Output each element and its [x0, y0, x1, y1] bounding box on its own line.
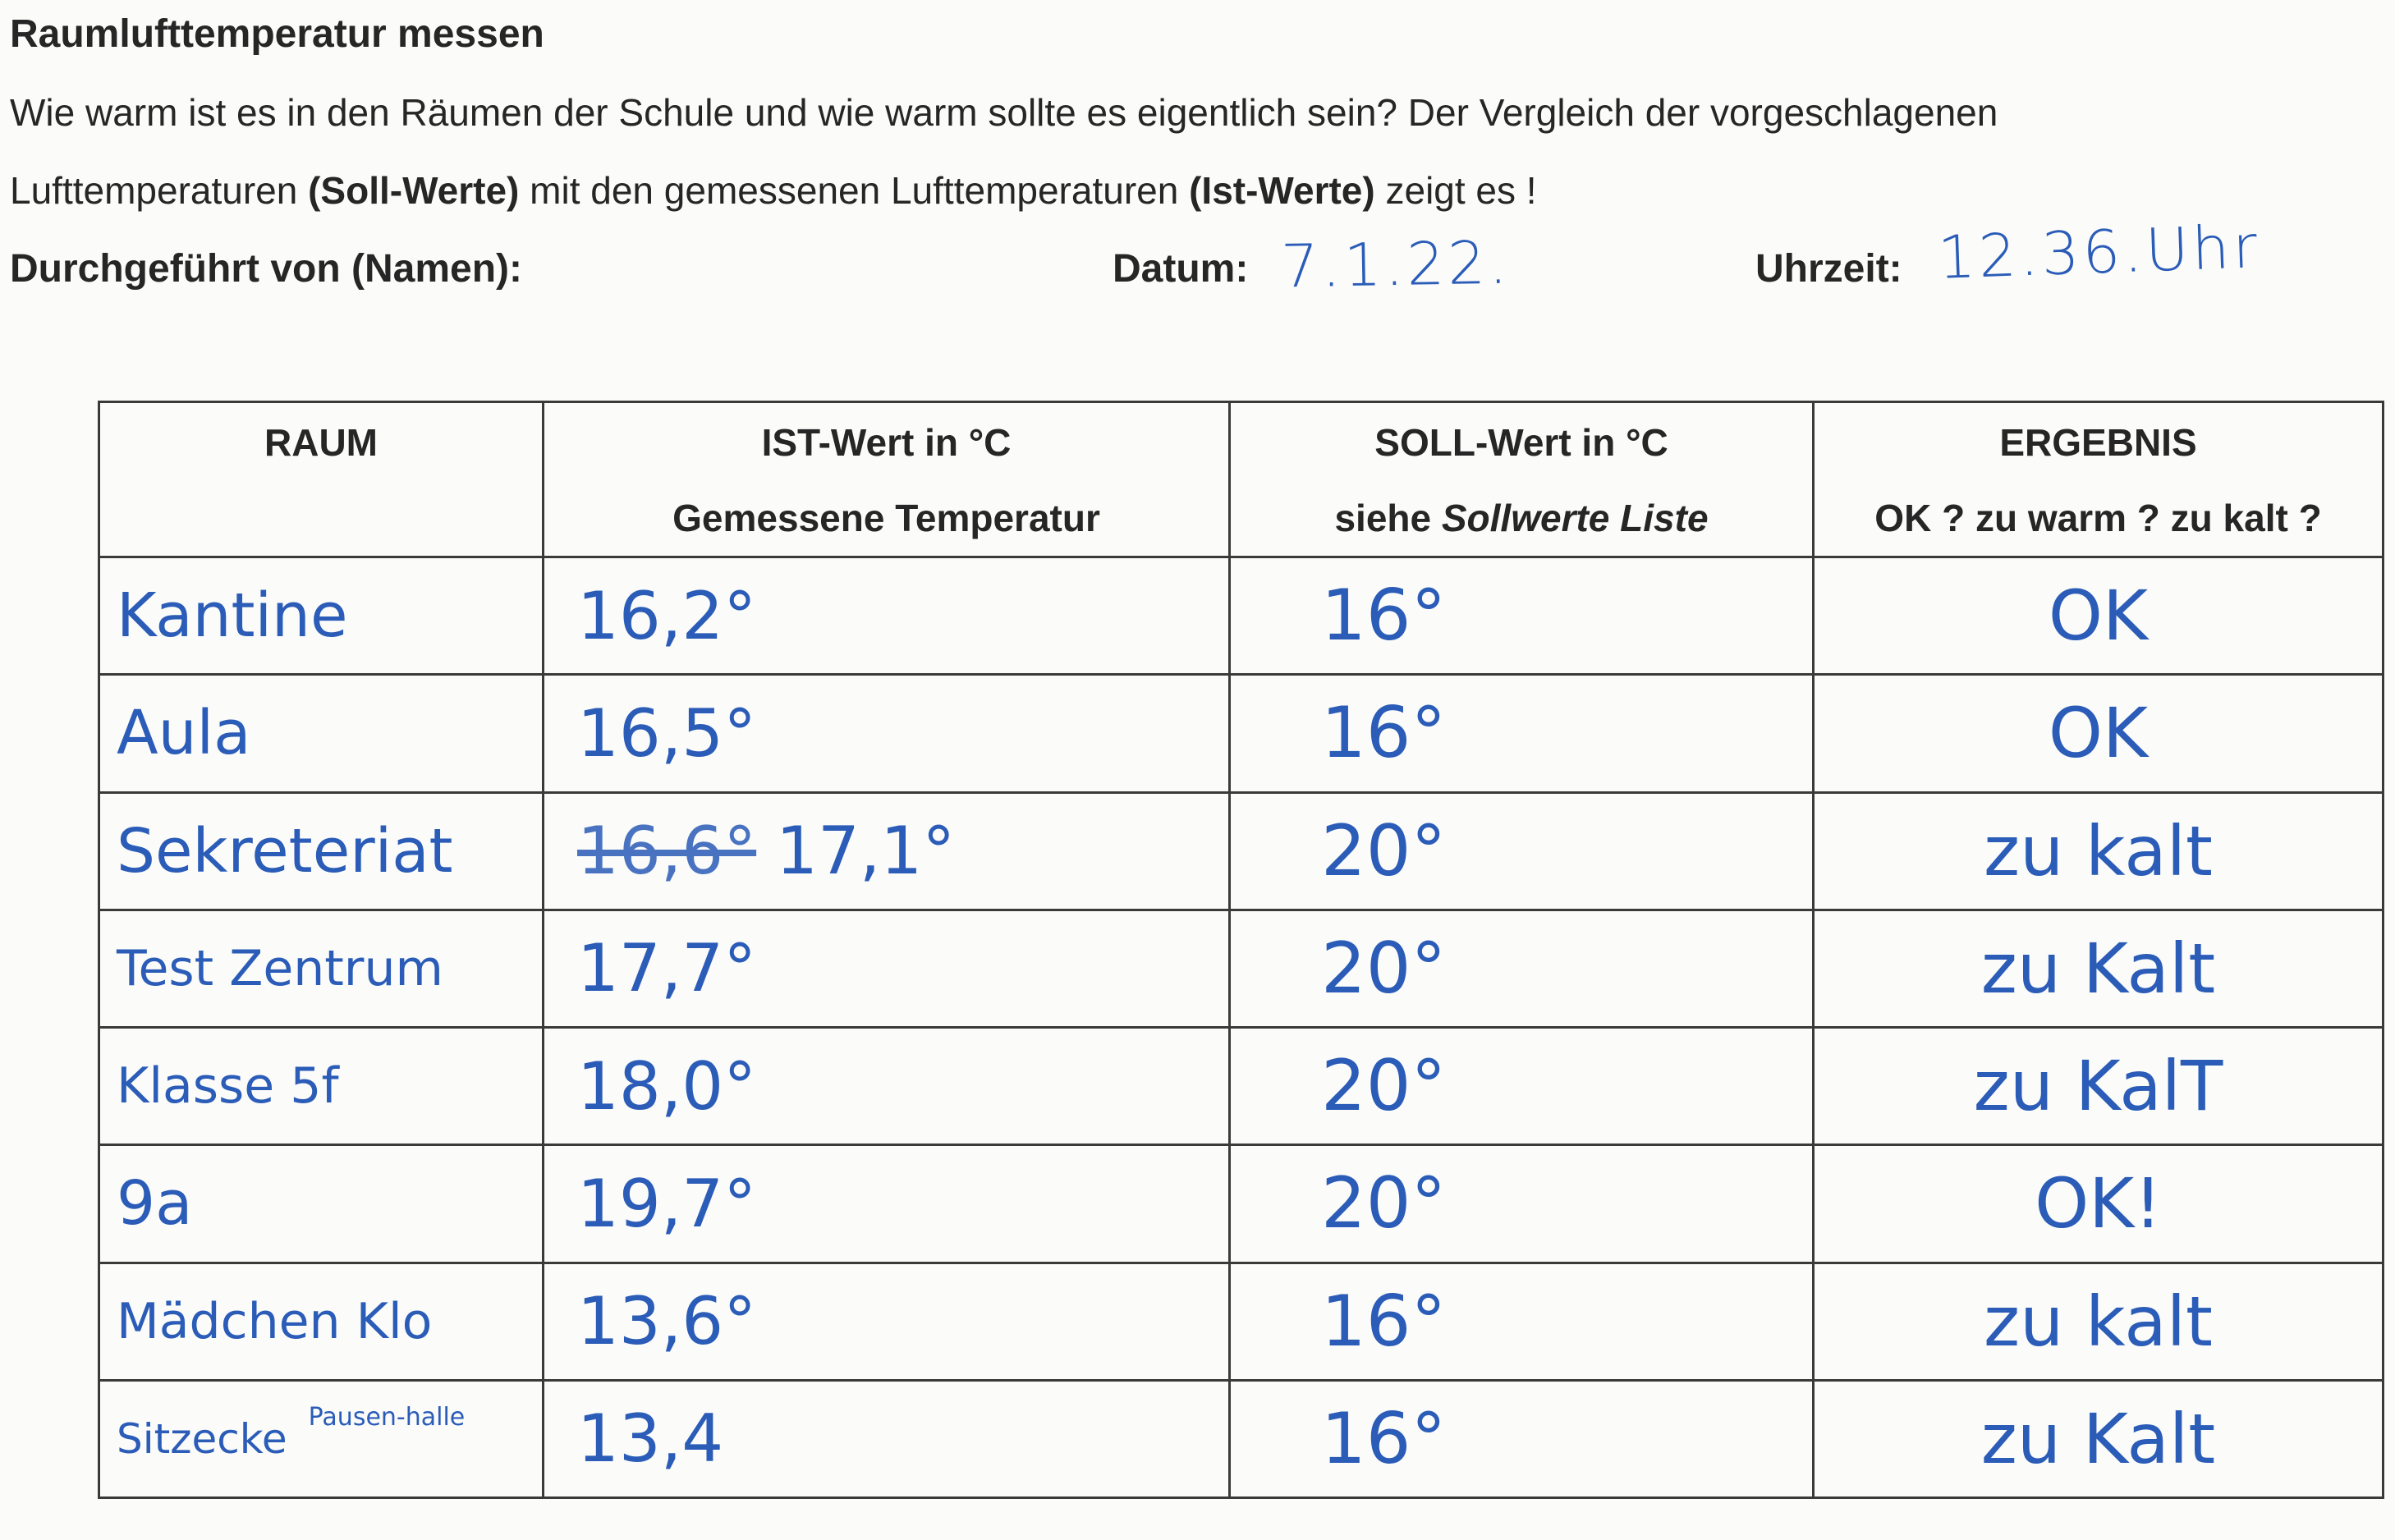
table-row — [99, 1263, 2384, 1380]
result-cell: OK — [1814, 557, 2384, 675]
ist-cell: 16,5° — [544, 675, 1230, 792]
header-result-line2: OK ? zu warm ? zu kalt ? — [1874, 497, 2322, 539]
time-label: Uhrzeit: — [1755, 247, 1902, 291]
header-soll-line2 — [1231, 480, 1812, 556]
worksheet-title: Raumlufttemperatur messen — [10, 12, 544, 56]
header-soll-line2-start: siehe — [1334, 497, 1442, 539]
soll-cell: 20° — [1230, 792, 1814, 910]
ist-cell — [544, 792, 1230, 910]
table-row — [99, 1028, 2384, 1145]
result-cell: zu KalT — [1814, 1028, 2384, 1145]
room-name: Sitzecke — [117, 1414, 287, 1463]
date-label: Datum: — [1113, 247, 1249, 291]
date-value: 7.1.22. — [1280, 227, 1512, 301]
soll-cell: 16° — [1230, 1263, 1814, 1380]
intro-line-2-end: zeigt es ! — [1374, 169, 1537, 212]
header-soll — [1230, 402, 1814, 557]
result-cell: zu Kalt — [1814, 1380, 2384, 1497]
result-cell: zu kalt — [1814, 792, 2384, 910]
soll-cell: 20° — [1230, 1028, 1814, 1145]
room-note: Pausen-halle — [308, 1403, 466, 1432]
room-cell: Sekreteriat — [99, 792, 544, 910]
header-result-line1: ERGEBNIS — [1999, 421, 2197, 464]
soll-cell: 16° — [1230, 1380, 1814, 1497]
room-cell: 9a — [99, 1145, 544, 1263]
room-cell: Aula — [99, 675, 544, 792]
ist-cell: 19,7° — [544, 1145, 1230, 1263]
room-cell: Klasse 5f — [99, 1028, 544, 1145]
performed-by-label: Durchgeführt von (Namen): — [10, 247, 522, 291]
ist-struck-value: 16,6° — [577, 813, 757, 890]
ist-cell: 13,6° — [544, 1263, 1230, 1380]
header-ist — [544, 402, 1230, 557]
header-result — [1814, 402, 2384, 557]
soll-cell: 16° — [1230, 675, 1814, 792]
header-soll-line1: SOLL-Wert in °C — [1374, 421, 1668, 464]
intro-line-2 — [10, 168, 1537, 213]
ist-cell: 18,0° — [544, 1028, 1230, 1145]
room-cell — [99, 1380, 544, 1497]
table-row — [99, 910, 2384, 1027]
table-row — [99, 792, 2384, 910]
intro-soll-werte: (Soll-Werte) — [308, 169, 520, 212]
room-cell: Kantine — [99, 557, 544, 675]
result-cell: zu Kalt — [1814, 910, 2384, 1027]
ist-cell: 16,2° — [544, 557, 1230, 675]
ist-cell: 17,7° — [544, 910, 1230, 1027]
header-soll-line2-italic: Sollwerte Liste — [1441, 497, 1709, 539]
room-cell: Mädchen Klo — [99, 1263, 544, 1380]
header-ist-line1: IST-Wert in °C — [761, 421, 1012, 464]
soll-cell: 20° — [1230, 910, 1814, 1027]
soll-cell: 16° — [1230, 557, 1814, 675]
header-ist-line2: Gemessene Temperatur — [672, 497, 1100, 539]
table-header-row — [99, 402, 2384, 557]
header-room-label: RAUM — [264, 421, 378, 464]
soll-cell: 20° — [1230, 1145, 1814, 1263]
intro-ist-werte: (Ist-Werte) — [1189, 169, 1375, 212]
result-cell: OK! — [1814, 1145, 2384, 1263]
intro-line-2-start: Lufttemperaturen — [10, 169, 309, 212]
room-cell: Test Zentrum — [99, 910, 544, 1027]
table-row — [99, 557, 2384, 675]
temperature-table — [98, 401, 2384, 1499]
time-value: 12.36.Uhr — [1936, 212, 2262, 292]
ist-cell: 13,4 — [544, 1380, 1230, 1497]
table-row — [99, 675, 2384, 792]
header-room — [99, 402, 544, 557]
intro-line-1: Wie warm ist es in den Räumen der Schule und wie warm sollte es eigentlich sein? Der Vergleich der vorgeschlagenen — [10, 91, 1998, 134]
table-row — [99, 1145, 2384, 1263]
result-cell: OK — [1814, 675, 2384, 792]
ist-value: 17,1° — [776, 813, 956, 890]
table-row — [99, 1380, 2384, 1497]
result-cell: zu kalt — [1814, 1263, 2384, 1380]
intro-line-2-middle: mit den gemessenen Lufttemperaturen — [519, 169, 1190, 212]
